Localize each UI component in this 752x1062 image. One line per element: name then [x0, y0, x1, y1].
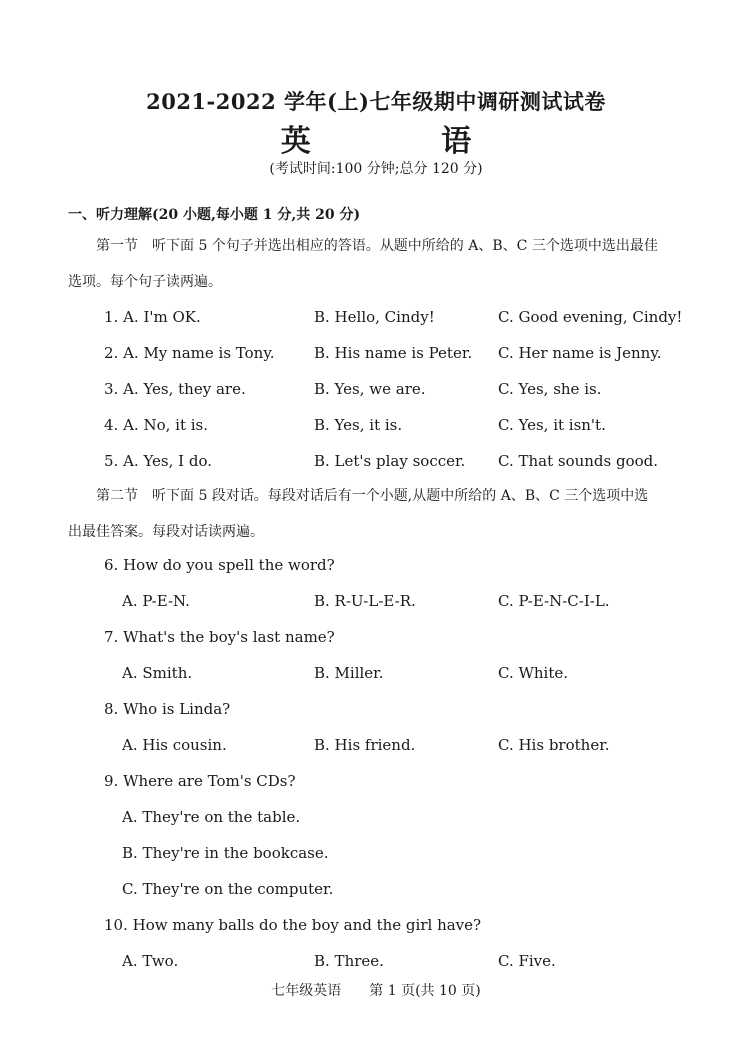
- option-a: 5. A. Yes, I do.: [104, 452, 212, 470]
- option-c: C. White.: [498, 664, 569, 682]
- option-a: A. His cousin.: [122, 736, 227, 754]
- question-row-1: [0, 308, 752, 334]
- option-c: C. Her name is Jenny.: [498, 344, 662, 362]
- question-10-options: [0, 952, 752, 978]
- option-c: C. That sounds good.: [498, 452, 659, 470]
- section2-instructions: [68, 478, 688, 550]
- option-b: B. Hello, Cindy!: [314, 308, 435, 326]
- question-row-5: [0, 452, 752, 478]
- question-8: 8. Who is Linda?: [104, 700, 231, 718]
- option-b: B. Yes, we are.: [314, 380, 426, 398]
- section2-instruction-line1: 听下面 5 段对话。每段对话后有一个小题,从题中所给的 A、B、C 三个选项中选: [152, 488, 649, 504]
- question-row-4: [0, 416, 752, 442]
- option-b: B. They're in the bookcase.: [122, 844, 329, 862]
- option-a: 2. A. My name is Tony.: [104, 344, 275, 362]
- subject-title: 英 语: [280, 124, 532, 159]
- option-b: B. His friend.: [314, 736, 416, 754]
- option-b: B. Three.: [314, 952, 384, 970]
- section1-instruction-line1: 听下面 5 个句子并选出相应的答语。从题中所给的 A、B、C 三个选项中选出最佳: [152, 238, 658, 254]
- option-c: C. P-E-N-C-I-L.: [498, 592, 610, 610]
- option-b: B. His name is Peter.: [314, 344, 473, 362]
- footer-grade-subject: 七年级英语: [271, 983, 342, 999]
- option-a: 3. A. Yes, they are.: [104, 380, 246, 398]
- option-a: A. Two.: [122, 952, 179, 970]
- option-b: B. Let's play soccer.: [314, 452, 466, 470]
- question-row-2: [0, 344, 752, 370]
- section1-instruction-line2: 选项。每个句子读两遍。: [68, 274, 222, 290]
- option-c: C. Yes, it isn't.: [498, 416, 606, 434]
- option-b: B. R-U-L-E-R.: [314, 592, 416, 610]
- section2-tag: 第二节: [96, 488, 138, 504]
- question-8-options: [0, 736, 752, 762]
- question-6-options: [0, 592, 752, 618]
- option-b: B. Yes, it is.: [314, 416, 403, 434]
- option-c: C. Good evening, Cindy!: [498, 308, 683, 326]
- question-10: 10. How many balls do the boy and the girl have?: [104, 916, 482, 934]
- exam-info: (考试时间:100 分钟;总分 120 分): [269, 161, 483, 177]
- option-a: 4. A. No, it is.: [104, 416, 208, 434]
- section1-instructions: [68, 228, 688, 300]
- exam-title: 2021-2022 学年(上)七年级期中调研测试试卷: [146, 89, 606, 114]
- question-row-3: [0, 380, 752, 406]
- option-a: A. Smith.: [122, 664, 193, 682]
- option-c: C. Five.: [498, 952, 556, 970]
- question-7-options: [0, 664, 752, 690]
- option-c: C. Yes, she is.: [498, 380, 602, 398]
- question-7: 7. What's the boy's last name?: [104, 628, 335, 646]
- footer-page-info: 第 1 页(共 10 页): [369, 983, 481, 999]
- question-6: 6. How do you spell the word?: [104, 556, 335, 574]
- question-9: 9. Where are Tom's CDs?: [104, 772, 296, 790]
- page-footer: [0, 980, 752, 1000]
- option-a: A. P-E-N.: [122, 592, 190, 610]
- option-c: C. They're on the computer.: [122, 880, 334, 898]
- section1-tag: 第一节: [96, 238, 138, 254]
- section2-instruction-line2: 出最佳答案。每段对话读两遍。: [68, 524, 264, 540]
- option-a: A. They're on the table.: [122, 808, 301, 826]
- option-c: C. His brother.: [498, 736, 610, 754]
- option-a: 1. A. I'm OK.: [104, 308, 201, 326]
- part1-heading: 一、听力理解(20 小题,每小题 1 分,共 20 分): [68, 207, 361, 223]
- option-b: B. Miller.: [314, 664, 384, 682]
